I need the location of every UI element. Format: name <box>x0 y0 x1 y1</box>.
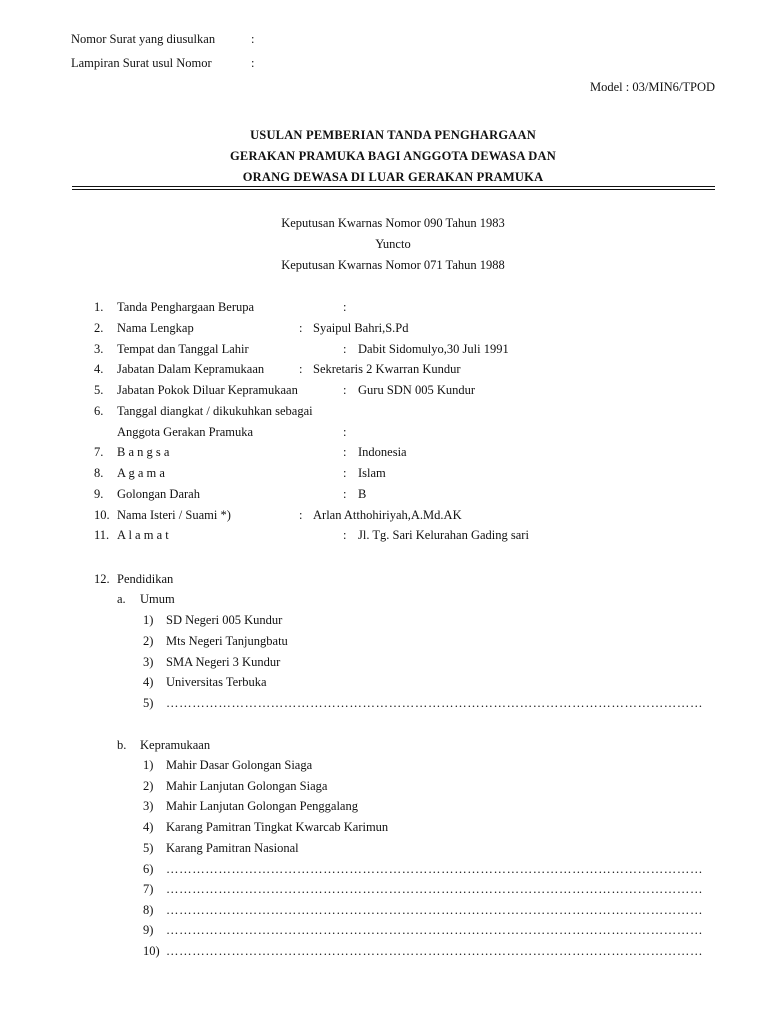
field-colon: : <box>343 425 347 439</box>
list-item-number: 8) <box>143 903 154 917</box>
field-value: B <box>358 487 367 501</box>
field-value: Sekretaris 2 Kwarran Kundur <box>313 362 461 376</box>
list-item-number: 9) <box>143 923 154 937</box>
umum-letter: a. <box>117 592 126 606</box>
field-colon: : <box>299 508 303 522</box>
field-label: Golongan Darah <box>117 487 200 501</box>
list-item-number: 1) <box>143 758 154 772</box>
field-number: 9. <box>94 487 104 501</box>
list-item-number: 5) <box>143 696 154 710</box>
field-value: Indonesia <box>358 445 407 459</box>
field-value: Arlan Atthohiriyah,A.Md.AK <box>313 508 462 522</box>
list-item-number: 4) <box>143 675 154 689</box>
list-item-number: 3) <box>143 655 154 669</box>
list-item-blank: …………………………………………………………………………………………………………… <box>166 696 704 710</box>
kepramukaan-letter: b. <box>117 738 127 752</box>
field-colon: : <box>299 362 303 376</box>
list-item: Mts Negeri Tanjungbatu <box>166 634 288 648</box>
education-heading: Pendidikan <box>117 572 174 586</box>
list-item: SD Negeri 005 Kundur <box>166 613 283 627</box>
list-item-number: 10) <box>143 944 160 958</box>
list-item: Mahir Dasar Golongan Siaga <box>166 758 313 772</box>
title-underline-bottom <box>72 189 715 190</box>
umum-heading: Umum <box>140 592 175 606</box>
field-colon: : <box>343 487 347 501</box>
field-number: 8. <box>94 466 104 480</box>
list-item-number: 2) <box>143 779 154 793</box>
field-number: 3. <box>94 342 104 356</box>
list-item: Mahir Lanjutan Golongan Penggalang <box>166 799 358 813</box>
title-line-2: GERAKAN PRAMUKA BAGI ANGGOTA DEWASA DAN <box>229 149 556 163</box>
education-number: 12. <box>94 572 110 586</box>
field-label: A l a m a t <box>117 528 169 542</box>
list-item-number: 4) <box>143 820 154 834</box>
field-value: Islam <box>358 466 386 480</box>
list-item: Karang Pamitran Nasional <box>166 841 299 855</box>
field-label: B a n g s a <box>117 445 170 459</box>
list-item-number: 5) <box>143 841 154 855</box>
model-code: Model : 03/MIN6/TPOD <box>590 80 715 94</box>
list-item: Karang Pamitran Tingkat Kwarcab Karimun <box>166 820 389 834</box>
field-colon: : <box>343 300 347 314</box>
list-item: Universitas Terbuka <box>166 675 267 689</box>
reference-line-2: Yuncto <box>375 237 411 251</box>
list-item-number: 6) <box>143 862 154 876</box>
field-value: Guru SDN 005 Kundur <box>358 383 476 397</box>
title-underline-top <box>72 186 715 187</box>
field-value: Dabit Sidomulyo,30 Juli 1991 <box>358 342 509 356</box>
field-colon: : <box>343 383 347 397</box>
field-label: Jabatan Pokok Diluar Kepramukaan <box>117 383 298 397</box>
field-number: 1. <box>94 300 104 314</box>
kepramukaan-heading: Kepramukaan <box>140 738 211 752</box>
field-colon: : <box>299 321 303 335</box>
field-colon: : <box>343 342 347 356</box>
list-item-blank: …………………………………………………………………………………………………………… <box>166 903 704 917</box>
list-item-blank: …………………………………………………………………………………………………………… <box>166 923 704 937</box>
field-number: 7. <box>94 445 104 459</box>
field-colon: : <box>343 466 347 480</box>
list-item-number: 2) <box>143 634 154 648</box>
list-item-number: 1) <box>143 613 154 627</box>
field-number: 11. <box>94 528 110 542</box>
field-colon: : <box>343 528 347 542</box>
field-label: Tanda Penghargaan Berupa <box>117 300 255 314</box>
field-colon: : <box>343 445 347 459</box>
reference-line-1: Keputusan Kwarnas Nomor 090 Tahun 1983 <box>281 216 505 230</box>
field-label: Tanggal diangkat / dikukuhkan sebagai <box>117 404 313 418</box>
title-line-3: ORANG DEWASA DI LUAR GERAKAN PRAMUKA <box>242 170 544 184</box>
list-item-blank: …………………………………………………………………………………………………………… <box>166 882 704 896</box>
field-value: Jl. Tg. Sari Kelurahan Gading sari <box>358 528 529 542</box>
field-label: A g a m a <box>117 466 165 480</box>
title-line-1: USULAN PEMBERIAN TANDA PENGHARGAAN <box>250 128 536 142</box>
field-label: Nama Isteri / Suami *) <box>117 508 231 522</box>
field-label: Nama Lengkap <box>117 321 194 335</box>
list-item: SMA Negeri 3 Kundur <box>166 655 281 669</box>
list-item-blank: …………………………………………………………………………………………………………… <box>166 944 704 958</box>
list-item-number: 7) <box>143 882 154 896</box>
field-value: Syaipul Bahri,S.Pd <box>313 321 409 335</box>
field-label: Jabatan Dalam Kepramukaan <box>117 362 265 376</box>
lampiran-surat-colon: : <box>251 56 255 70</box>
field-number: 4. <box>94 362 104 376</box>
nomor-surat-label: Nomor Surat yang diusulkan <box>71 32 216 46</box>
field-number: 2. <box>94 321 104 335</box>
nomor-surat-colon: : <box>251 32 255 46</box>
field-number: 5. <box>94 383 104 397</box>
list-item-number: 3) <box>143 799 154 813</box>
reference-line-3: Keputusan Kwarnas Nomor 071 Tahun 1988 <box>281 258 505 272</box>
lampiran-surat-label: Lampiran Surat usul Nomor <box>71 56 212 70</box>
field-label: Anggota Gerakan Pramuka <box>117 425 254 439</box>
field-number: 6. <box>94 404 104 418</box>
list-item-blank: …………………………………………………………………………………………………………… <box>166 862 704 876</box>
list-item: Mahir Lanjutan Golongan Siaga <box>166 779 328 793</box>
field-number: 10. <box>94 508 110 522</box>
field-label: Tempat dan Tanggal Lahir <box>117 342 249 356</box>
